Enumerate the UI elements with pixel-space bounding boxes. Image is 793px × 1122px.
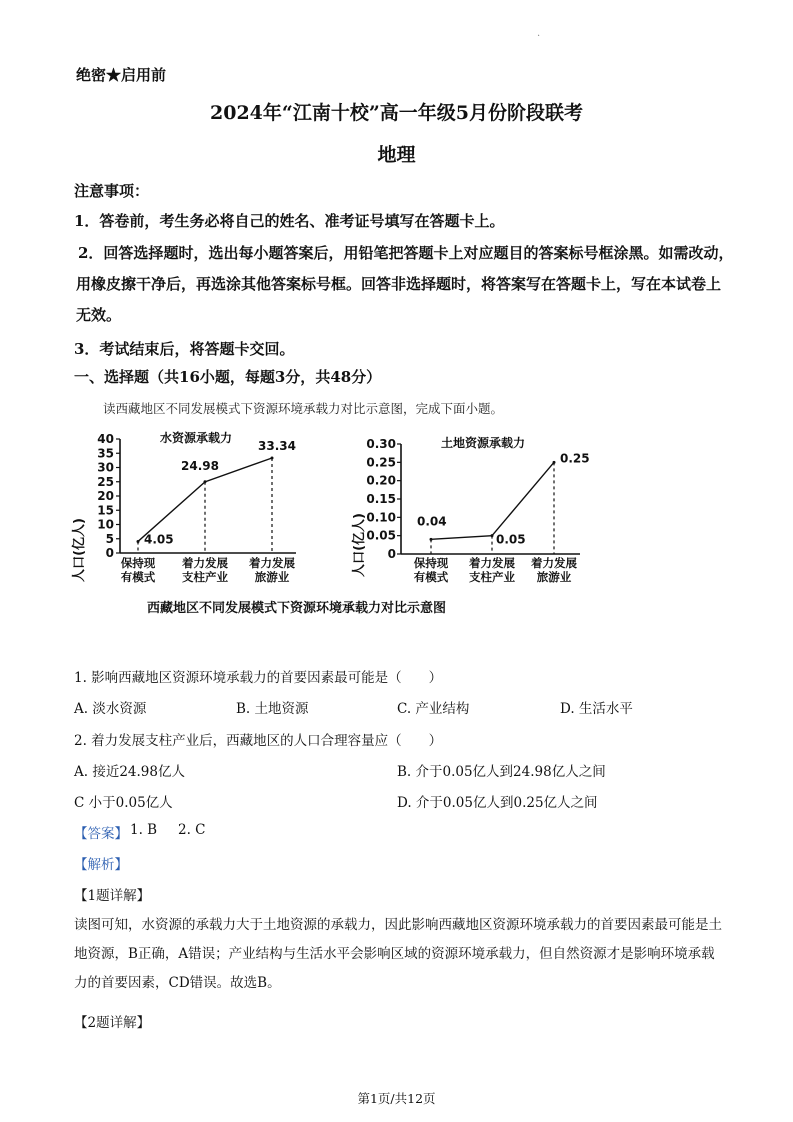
- y-tick-label: 35: [97, 446, 114, 461]
- detail-1-text: 读图可知，水资源的承载力大于土地资源的承载力，因此影响西藏地区资源环境承载力的首要因素最可能是土地资源，B正确，A错误；产业结构与生活水平会影响区域的资源环境承载力，但自然资源才是影响环境承载力的首要因素，CD错误。故选B。: [74, 917, 722, 991]
- data-label: 4.05: [144, 532, 174, 547]
- notes-heading: 注意事项：: [74, 182, 150, 200]
- answer-label: 【答案】: [74, 826, 128, 842]
- data-label: 33.34: [258, 438, 296, 453]
- note-item-2: 2．回答选择题时，选出每小题答案后，用铅笔把答题卡上对应题目的答案标号框涂黑。如需改动，用橡皮擦干净后，再选涂其他答案标号框。回答非选择题时，将答案写在答题卡上，写在本试卷上无效。: [76, 244, 734, 324]
- category-label: 旅游业: [536, 570, 572, 584]
- category-label: 支柱产业: [182, 570, 228, 584]
- category-label: 保持现: [413, 556, 449, 570]
- y-tick-label: 0.10: [366, 510, 396, 525]
- question-2-option-b: B. 介于0.05亿人到24.98亿人之间: [397, 764, 606, 780]
- data-label: 0.04: [417, 514, 447, 529]
- data-point: [430, 538, 433, 541]
- question-1-option-b: B. 土地资源: [236, 701, 309, 717]
- analysis-label: 【解析】: [74, 857, 128, 873]
- y-tick-label: 25: [97, 474, 114, 489]
- data-point: [137, 540, 140, 543]
- question-2-stem: 2. 着力发展支柱产业后，西藏地区的人口合理容量应（ ）: [74, 733, 443, 749]
- data-label: 0.25: [560, 451, 590, 466]
- question-1-option-d: D. 生活水平: [560, 701, 633, 717]
- question-2-option-a: A. 接近24.98亿人: [74, 764, 185, 780]
- y-tick-label: 0.20: [366, 473, 396, 488]
- note-item-1: 1．答卷前，考生务必将自己的姓名、准考证号填写在答题卡上。: [74, 212, 505, 230]
- y-tick-label: 30: [97, 460, 114, 475]
- chart-title: 水资源承载力: [160, 431, 233, 445]
- y-tick-label: 0: [387, 547, 396, 561]
- data-point: [204, 480, 207, 483]
- category-label: 着力发展: [531, 556, 577, 570]
- y-tick-label: 40: [97, 432, 114, 446]
- figure-intro: 读西藏地区不同发展模式下资源环境承载力对比示意图，完成下面小题。: [103, 401, 504, 416]
- section-heading: 一、选择题（共16小题，每题3分，共48分）: [74, 368, 382, 386]
- note-item-3: 3．考试结束后，将答题卡交回。: [74, 340, 295, 358]
- scan-dot: .: [537, 28, 541, 39]
- subject-title: 地理: [377, 144, 416, 166]
- question-1-stem: 1. 影响西藏地区资源环境承载力的首要因素最可能是（ ）: [74, 670, 443, 686]
- y-tick-label: 10: [97, 517, 114, 532]
- y-axis-label: 人口(亿人): [352, 513, 367, 577]
- category-label: 着力发展: [182, 556, 228, 570]
- data-point: [491, 534, 494, 537]
- y-tick-label: 15: [97, 503, 114, 518]
- category-label: 有模式: [120, 570, 156, 584]
- data-point: [271, 456, 274, 459]
- question-1-option-a: A. 淡水资源: [74, 701, 147, 717]
- page-title: 2024年“江南十校”高一年级5月份阶段联考: [210, 102, 583, 124]
- category-label: 支柱产业: [469, 570, 515, 584]
- detail-1-heading: 【1题详解】: [74, 888, 151, 904]
- detail-2-heading: 【2题详解】: [74, 1015, 151, 1031]
- y-tick-label: 0.25: [366, 455, 396, 470]
- data-label: 0.05: [496, 532, 526, 547]
- y-tick-label: 0: [105, 546, 114, 560]
- figure-caption: 西藏地区不同发展模式下资源环境承载力对比示意图: [147, 601, 447, 616]
- y-tick-label: 0.30: [366, 437, 396, 451]
- answer-2: 2. C: [178, 822, 206, 838]
- water-chart: [71, 430, 296, 584]
- category-label: 着力发展: [469, 556, 515, 570]
- question-2-option-c: C 小于0.05亿人: [74, 795, 173, 811]
- y-tick-label: 20: [97, 489, 114, 503]
- y-tick-label: 0.05: [366, 528, 396, 543]
- data-label: 24.98: [181, 458, 219, 473]
- figure-charts: [0, 425, 793, 625]
- question-1-option-c: C. 产业结构: [397, 701, 470, 717]
- data-point: [553, 461, 556, 464]
- y-axis-label: 人口(亿人): [72, 518, 87, 582]
- category-label: 旅游业: [254, 570, 290, 584]
- category-label: 着力发展: [249, 556, 295, 570]
- y-tick-label: 5: [105, 531, 114, 546]
- chart-title: 土地资源承载力: [441, 436, 526, 450]
- series-line: [431, 462, 554, 539]
- y-tick-label: 0.15: [366, 492, 396, 506]
- category-label: 保持现: [120, 556, 156, 570]
- land-chart: [351, 435, 590, 584]
- category-label: 有模式: [413, 570, 449, 584]
- page-number: 第1页/共12页: [357, 1091, 436, 1106]
- confidential-label: 绝密★启用前: [76, 66, 167, 84]
- answer-1: 1. B: [130, 822, 158, 838]
- question-2-option-d: D. 介于0.05亿人到0.25亿人之间: [397, 795, 598, 811]
